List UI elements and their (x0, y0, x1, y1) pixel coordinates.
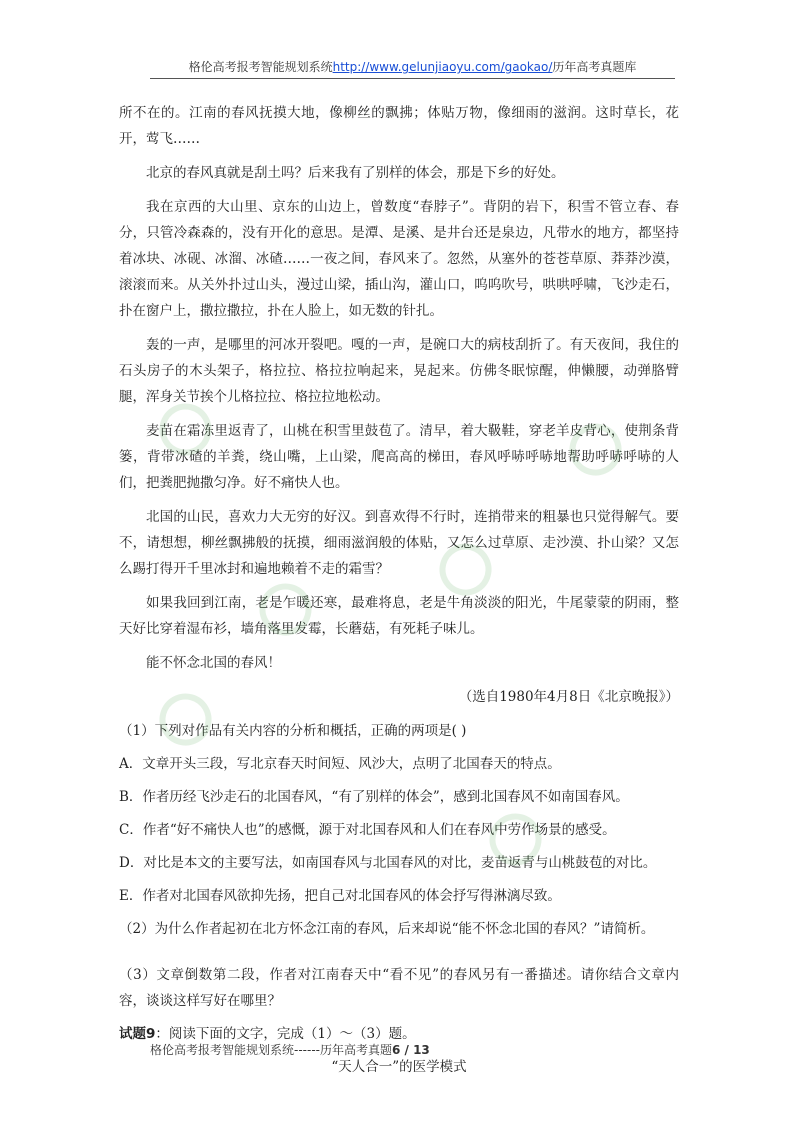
paragraph: 我在京西的大山里、京东的山边上，曾数度“春脖子”。背阴的岩下，积雪不管立春、春分，只管冷森森的，没有开化的意思。是潭、是溪、是井台还是泉边，凡带水的地方，都坚持着冰块、冰砚、冰溜、冰碴……一夜之间，春风来了。忽然，从塞外的苍苍草原、莽莽沙漠，滚滚而来。从关外扑过山头，漫过山梁，插山沟，灌山口，呜呜吹号，哄哄呼啸，飞沙走石，扑在窗户上，撒拉撒拉，扑在人脸上，如无数的针扎。 (119, 199, 679, 319)
option-a: A．文章开头三段，写北京春天时间短、风沙大，点明了北国春天的特点。 (119, 756, 561, 772)
header-suffix: 历年高考真题库 (552, 60, 637, 74)
paragraph: 北京的春风真就是刮土吗？后来我有了别样的体会，那是下乡的好处。 (146, 165, 565, 181)
paragraph: 能不怀念北国的春风！ (146, 655, 281, 671)
paragraph: 麦苗在霜冻里返青了，山桃在积雪里鼓苞了。清早，着大靸鞋，穿老羊皮背心，使荆条背篓，背带冰碴的羊粪，绕山嘴，上山梁，爬高高的梯田，春风呼哧呼哧地帮助呼哧呼哧的人们，把粪肥抛撒匀净。好不痛快人也。 (119, 423, 679, 491)
option-e: E．作者对北国春风欲抑先扬，把自己对北国春风的体会抒写得淋漓尽致。 (119, 888, 561, 904)
source-citation: （选自1980年4月8日《北京晚报》） (458, 689, 679, 705)
header-prefix: 格伦高考报考智能规划系统 (188, 60, 333, 74)
paragraph: 北国的山民，喜欢力大无穷的好汉。到喜欢得不行时，连捎带来的粗暴也只觉得解气。要不，请想想，柳丝飘拂般的抚摸，细雨滋润般的体贴，又怎么过草原、走沙漠、扑山梁？又怎么踢打得开千里冰封和遍地赖着不走的霜雪？ (119, 509, 679, 577)
question-2: （2）为什么作者起初在北方怀念江南的春风，后来却说“能不怀念北国的春风？”请简析。 (119, 921, 655, 937)
paragraph: 所不在的。江南的春风抚摸大地，像柳丝的飘拂；体贴万物，像细雨的滋润。这时草长，花开，莺飞…… (119, 105, 679, 147)
option-d: D．对比是本文的主要写法，如南国春风与北国春风的对比，麦苗返青与山桃鼓苞的对比。 (119, 855, 657, 871)
question-3: （3）文章倒数第二段，作者对江南春天中“看不见”的春风另有一番描述。请你结合文章内容，谈谈这样写好在哪里？ (119, 967, 679, 1009)
page-number: 6 / 13 (391, 1043, 430, 1057)
option-b: B．作者历经飞沙走石的北国春风，“有了别样的体会”，感到北国春风不如南国春风。 (119, 789, 629, 805)
next-article-title: “天人合一”的医学模式 (331, 1059, 467, 1075)
document-body (119, 100, 679, 1088)
paragraph: 轰的一声，是哪里的河冰开裂吧。嘎的一声，是碗口大的病枝刮折了。有天夜间，我住的石头房子的木头架子，格拉拉、格拉拉响起来，晃起来。仿佛冬眠惊醒，伸懒腰，动弹胳臂腿，浑身关节挨个儿格拉拉、格拉拉地松动。 (119, 337, 679, 405)
option-c: C．作者“好不痛快人也”的感慨，源于对北国春风和人们在春风中劳作场景的感受。 (119, 822, 616, 838)
page-footer (150, 1041, 430, 1058)
page-header (150, 58, 675, 79)
footer-text: 格伦高考报考智能规划系统------历年高考真题 (150, 1043, 392, 1057)
next-question-text: ：阅读下面的文字，完成（1）～（3）题。 (155, 1026, 416, 1042)
paragraph: 如果我回到江南，老是乍暖还寒，最难将息，老是牛角淡淡的阳光，牛尾蒙蒙的阴雨，整天好比穿着湿布衫，墙角落里发霉，长蘑菇，有死耗子味儿。 (119, 595, 679, 637)
next-question-label: 试题9 (119, 1026, 156, 1042)
question-1: （1）下列对作品有关内容的分析和概括，正确的两项是( ) (119, 723, 467, 739)
header-link[interactable]: http://www.gelunjiaoyu.com/gaokao/ (332, 60, 553, 74)
